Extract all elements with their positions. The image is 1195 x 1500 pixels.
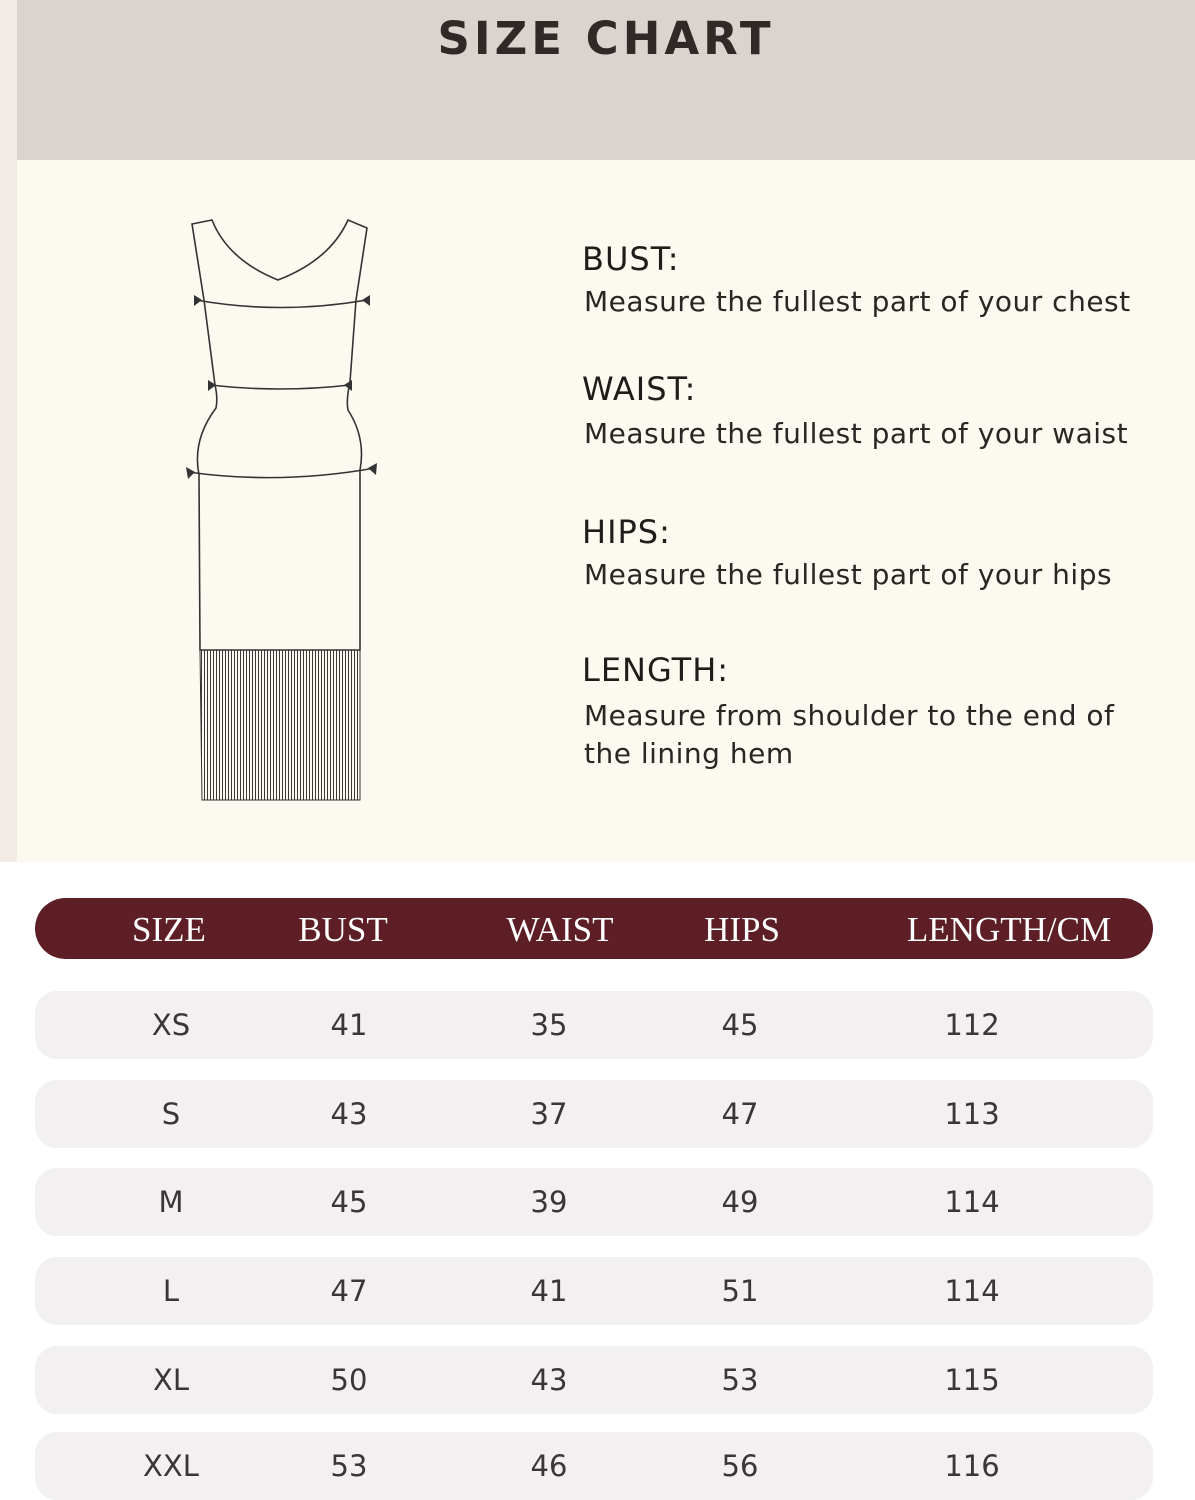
table-row xyxy=(35,1080,1153,1148)
cell-hips: 45 xyxy=(721,1008,759,1042)
cell-hips: 56 xyxy=(721,1449,759,1483)
cell-size: L xyxy=(162,1274,180,1308)
table-row xyxy=(35,1257,1153,1325)
cell-waist: 46 xyxy=(530,1449,568,1483)
header-waist: WAIST xyxy=(506,910,614,949)
cell-size: XL xyxy=(152,1363,190,1397)
header-length: LENGTH/CM xyxy=(906,910,1112,949)
cell-hips: 53 xyxy=(721,1363,759,1397)
cell-bust: 41 xyxy=(330,1008,368,1042)
cell-length: 116 xyxy=(944,1449,1000,1483)
table-header xyxy=(35,898,1153,959)
page-title: SIZE CHART xyxy=(437,12,775,65)
header-band xyxy=(17,0,1195,160)
cell-bust: 43 xyxy=(330,1097,368,1131)
table-row xyxy=(35,1168,1153,1236)
waist-description: Measure the fullest part of your waist xyxy=(584,417,1129,450)
cell-waist: 37 xyxy=(530,1097,568,1131)
waist-line xyxy=(210,385,350,389)
hips-line xyxy=(188,468,375,478)
cell-length: 112 xyxy=(944,1008,1000,1042)
header-size: SIZE xyxy=(132,910,206,949)
cell-bust: 45 xyxy=(330,1185,368,1219)
cell-bust: 47 xyxy=(330,1274,368,1308)
cell-bust: 53 xyxy=(330,1449,368,1483)
dress-fringe xyxy=(200,650,360,800)
hips-description: Measure the fullest part of your hips xyxy=(584,558,1113,591)
length-description: Measure from shoulder to the end of the lining hem xyxy=(584,699,1115,770)
cell-bust: 50 xyxy=(330,1363,368,1397)
table-row xyxy=(35,1432,1153,1500)
cell-length: 115 xyxy=(944,1363,1000,1397)
cell-hips: 47 xyxy=(721,1097,759,1131)
cell-length: 114 xyxy=(944,1274,1000,1308)
bust-line xyxy=(196,300,367,308)
cell-waist: 39 xyxy=(530,1185,568,1219)
header-bust: BUST xyxy=(298,910,388,949)
cell-size: XS xyxy=(151,1008,191,1042)
cell-size: M xyxy=(158,1185,184,1219)
cell-waist: 35 xyxy=(530,1008,568,1042)
cell-waist: 43 xyxy=(530,1363,568,1397)
cell-length: 113 xyxy=(944,1097,1000,1131)
cell-hips: 51 xyxy=(721,1274,759,1308)
hips-label: HIPS: xyxy=(582,513,671,551)
cell-waist: 41 xyxy=(530,1274,568,1308)
length-label: LENGTH: xyxy=(582,651,730,689)
cell-size: S xyxy=(161,1097,181,1131)
cell-hips: 49 xyxy=(721,1185,759,1219)
cell-size: XXL xyxy=(143,1449,199,1483)
cell-length: 114 xyxy=(944,1185,1000,1219)
left-edge-strip xyxy=(0,0,17,862)
dress-outline xyxy=(192,220,367,650)
dress-diagram xyxy=(170,200,400,810)
bust-description: Measure the fullest part of your chest xyxy=(584,285,1131,318)
bust-label: BUST: xyxy=(582,240,680,278)
header-hips: HIPS xyxy=(704,910,780,949)
table-row xyxy=(35,991,1153,1059)
table-row xyxy=(35,1346,1153,1414)
waist-label: WAIST: xyxy=(582,370,697,408)
